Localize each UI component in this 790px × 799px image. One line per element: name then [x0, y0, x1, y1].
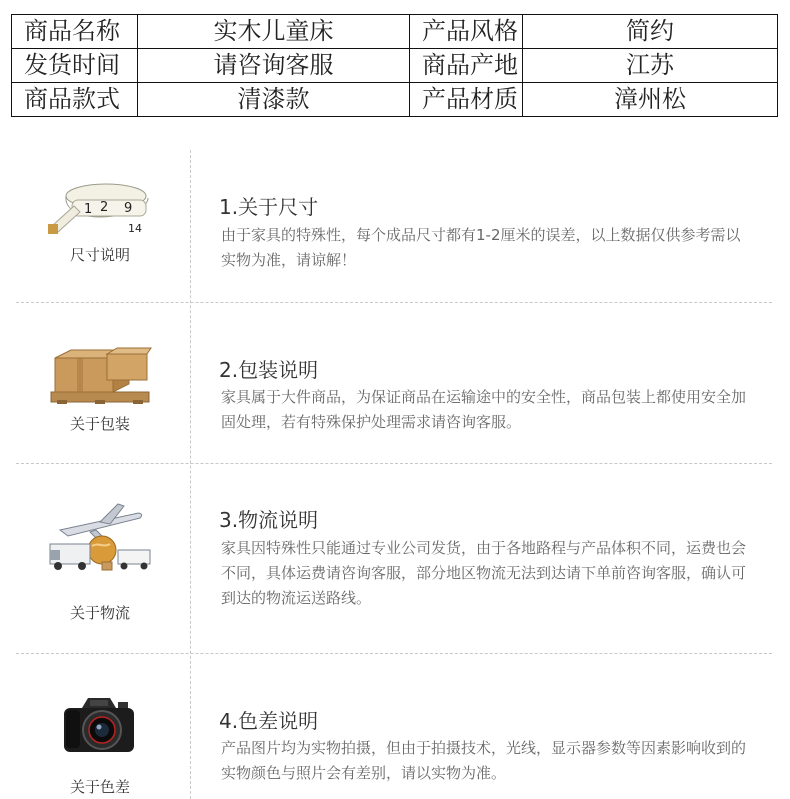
icon-label: 关于包装 — [69, 415, 130, 433]
cardboard-boxes-icon — [47, 344, 153, 406]
icon-label: 关于色差 — [69, 778, 130, 796]
spec-label: 商品名称 — [12, 15, 138, 49]
spec-value: 简约 — [523, 15, 778, 49]
section-title: 4.色差说明 — [219, 709, 319, 733]
column-divider — [190, 150, 191, 799]
section-title: 1.关于尺寸 — [219, 195, 319, 219]
spec-value: 江苏 — [523, 49, 778, 83]
spec-label: 产品材质 — [410, 83, 523, 117]
icon-label: 关于物流 — [69, 604, 130, 622]
section-title: 2.包装说明 — [219, 358, 319, 382]
table-row — [12, 49, 778, 83]
section-body: 家具因特殊性只能通过专业公司发货，由于各地路程与产品体积不同，运费也会不同，具体运费请咨询客服，部分地区物流无法到达请下单前咨询客服，确认可到达的物流运送路线。 — [221, 539, 747, 607]
spec-label: 商品款式 — [12, 83, 138, 117]
section-divider — [16, 302, 772, 303]
tape-measure-icon — [44, 176, 156, 238]
svg-text:1: 1 — [84, 202, 93, 217]
section-title: 3.物流说明 — [219, 508, 319, 532]
section-divider — [16, 463, 772, 464]
svg-text:14: 14 — [128, 222, 142, 235]
section-body: 由于家具的特殊性，每个成品尺寸都有1-2厘米的误差，以上数据仅供参考需以实物为准，请谅解！ — [221, 226, 741, 269]
spec-value: 漳州松 — [523, 83, 778, 117]
logistics-airplane-truck-icon — [44, 500, 156, 576]
product-spec-table — [11, 14, 778, 117]
table-row — [12, 83, 778, 117]
svg-text:2: 2 — [100, 200, 109, 215]
icon-label: 尺寸说明 — [69, 246, 130, 264]
camera-icon — [60, 694, 138, 756]
spec-label: 商品产地 — [410, 49, 523, 83]
spec-value: 清漆款 — [138, 83, 410, 117]
table-row — [12, 15, 778, 49]
spec-value: 实木儿童床 — [138, 15, 410, 49]
spec-label: 产品风格 — [410, 15, 523, 49]
spec-value: 请咨询客服 — [138, 49, 410, 83]
spec-label: 发货时间 — [12, 49, 138, 83]
section-body: 家具属于大件商品，为保证商品在运输途中的安全性，商品包装上都使用安全加固处理，若有特殊保护处理需求请咨询客服。 — [221, 388, 747, 431]
section-divider — [16, 653, 772, 654]
section-body: 产品图片均为实物拍摄，但由于拍摄技术，光线，显示器参数等因素影响收到的实物颜色与照片会有差别，请以实物为准。 — [221, 739, 747, 782]
svg-text:9: 9 — [124, 201, 133, 216]
